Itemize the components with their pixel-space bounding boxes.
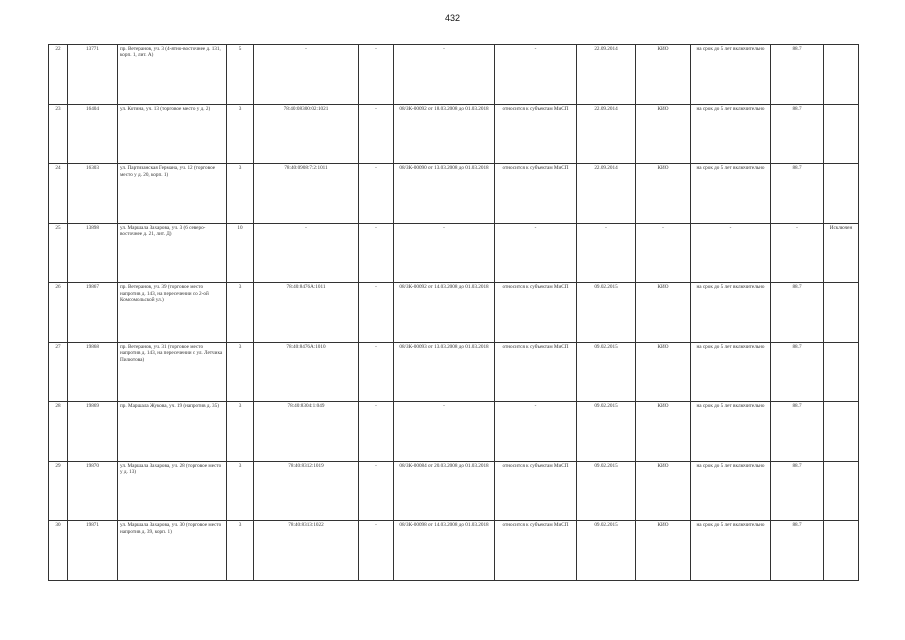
record-id-cell: 19868: [68, 342, 118, 402]
cadastral-number-cell: 78:40:8304:1:049: [254, 402, 359, 462]
cadastral-number-cell: 78:40:8312:1019: [254, 461, 359, 521]
permit-cell: 08/ЗК-00090 от 13.03.2008 до 01.03.2018: [394, 164, 495, 224]
record-id-cell: 13898: [68, 223, 118, 283]
subject-status-cell: относится к субъектам МиСП: [495, 104, 577, 164]
subject-status-cell: -: [495, 223, 577, 283]
permit-cell: -: [394, 223, 495, 283]
address-cell: ул. Партизанская Германа, уч. 12 (торговое место у д. 20, корп. 1): [118, 164, 227, 224]
address-cell: пр. Ветеранов, уч. 31 (торговое место напротив д. 143, на пересечении с ул. Летчика Пилютова): [118, 342, 227, 402]
number-value-cell: 88.7: [771, 521, 824, 581]
register-table: [48, 44, 859, 581]
table-row: [49, 283, 859, 343]
column-6-cell: -: [359, 342, 394, 402]
term-cell: -: [691, 223, 771, 283]
code-cell: -: [636, 223, 691, 283]
permit-cell: 08/ЗК-00098 от 14.03.2008 до 01.03.2018: [394, 521, 495, 581]
number-value-cell: 88.7: [771, 45, 824, 105]
permit-cell: 08/ЗК-00092 от 14.03.2008 до 01.03.2018: [394, 283, 495, 343]
note-cell: [824, 461, 859, 521]
table-row: [49, 45, 859, 105]
row-number-cell: 22: [49, 45, 68, 105]
address-cell: пр. Ветеранов, уч. 3 (4-ятно-восточнее д. 131, корп. 1, лит. А): [118, 45, 227, 105]
permit-cell: -: [394, 402, 495, 462]
subject-status-cell: относится к субъектам МиСП: [495, 164, 577, 224]
table-row: [49, 521, 859, 581]
cadastral-number-cell: 78:40:8476А:1011: [254, 283, 359, 343]
date-cell: 22.09.2014: [577, 104, 636, 164]
note-cell: [824, 45, 859, 105]
subject-status-cell: относится к субъектам МиСП: [495, 342, 577, 402]
permit-cell: 08/ЗК-00093 от 13.03.2008 до 01.03.2018: [394, 342, 495, 402]
count-cell: 3: [227, 342, 254, 402]
note-cell: [824, 521, 859, 581]
record-id-cell: 19871: [68, 521, 118, 581]
number-value-cell: 88.7: [771, 104, 824, 164]
subject-status-cell: относится к субъектам МиСП: [495, 283, 577, 343]
number-value-cell: 88.7: [771, 342, 824, 402]
column-6-cell: -: [359, 223, 394, 283]
column-6-cell: -: [359, 402, 394, 462]
date-cell: 09.02.2015: [577, 283, 636, 343]
note-cell: [824, 402, 859, 462]
column-6-cell: -: [359, 461, 394, 521]
term-cell: на срок до 5 лет включительно: [691, 402, 771, 462]
code-cell: КИО: [636, 164, 691, 224]
row-number-cell: 30: [49, 521, 68, 581]
note-cell: [824, 342, 859, 402]
count-cell: 3: [227, 402, 254, 462]
term-cell: на срок до 5 лет включительно: [691, 283, 771, 343]
code-cell: КИО: [636, 402, 691, 462]
table-row: [49, 164, 859, 224]
count-cell: 3: [227, 521, 254, 581]
page-number: 432: [444, 13, 461, 23]
code-cell: КИО: [636, 283, 691, 343]
count-cell: 10: [227, 223, 254, 283]
cadastral-number-cell: 78:40:08300:02:1021: [254, 104, 359, 164]
cadastral-number-cell: 78:40:0908:7:2:1011: [254, 164, 359, 224]
term-cell: на срок до 5 лет включительно: [691, 342, 771, 402]
row-number-cell: 25: [49, 223, 68, 283]
subject-status-cell: относится к субъектам МиСП: [495, 461, 577, 521]
cadastral-number-cell: 78:40:8313:1022: [254, 521, 359, 581]
number-value-cell: 88.7: [771, 164, 824, 224]
count-cell: 3: [227, 104, 254, 164]
row-number-cell: 29: [49, 461, 68, 521]
number-value-cell: 88.7: [771, 283, 824, 343]
date-cell: 22.09.2014: [577, 45, 636, 105]
note-cell: [824, 164, 859, 224]
subject-status-cell: относится к субъектам МиСП: [495, 521, 577, 581]
term-cell: на срок до 5 лет включительно: [691, 461, 771, 521]
table-row: [49, 342, 859, 402]
record-id-cell: 19870: [68, 461, 118, 521]
count-cell: 3: [227, 283, 254, 343]
column-6-cell: -: [359, 104, 394, 164]
row-number-cell: 24: [49, 164, 68, 224]
cadastral-number-cell: -: [254, 45, 359, 105]
table-row: [49, 461, 859, 521]
count-cell: 3: [227, 461, 254, 521]
address-cell: ул. Маршала Захарова, уч. 3 (6 северо-восточнее д. 21, лит. Д): [118, 223, 227, 283]
record-id-cell: 19867: [68, 283, 118, 343]
code-cell: КИО: [636, 461, 691, 521]
date-cell: 09.02.2015: [577, 402, 636, 462]
row-number-cell: 26: [49, 283, 68, 343]
date-cell: 22.09.2014: [577, 164, 636, 224]
code-cell: КИО: [636, 521, 691, 581]
column-6-cell: -: [359, 283, 394, 343]
subject-status-cell: -: [495, 402, 577, 462]
note-cell: Исключен: [824, 223, 859, 283]
code-cell: КИО: [636, 104, 691, 164]
subject-status-cell: -: [495, 45, 577, 105]
permit-cell: 08/ЗК-00084 от 20.03.2008 до 01.03.2018: [394, 461, 495, 521]
cadastral-number-cell: 78:40:8476А:1010: [254, 342, 359, 402]
record-id-cell: 16303: [68, 164, 118, 224]
address-cell: ул. Маршала Захарова, уч. 28 (торговое место у д. 13): [118, 461, 227, 521]
record-id-cell: 19869: [68, 402, 118, 462]
count-cell: 3: [227, 164, 254, 224]
number-value-cell: 88.7: [771, 402, 824, 462]
table-row: [49, 402, 859, 462]
row-number-cell: 27: [49, 342, 68, 402]
record-id-cell: 13771: [68, 45, 118, 105]
note-cell: [824, 104, 859, 164]
column-6-cell: -: [359, 164, 394, 224]
date-cell: 09.02.2015: [577, 521, 636, 581]
address-cell: ул. Котина, уч. 13 (торговое место у д. 2): [118, 104, 227, 164]
term-cell: на срок до 5 лет включительно: [691, 104, 771, 164]
date-cell: 09.02.2015: [577, 342, 636, 402]
cadastral-number-cell: -: [254, 223, 359, 283]
address-cell: пр. Маршала Жукова, уч. 19 (напротив д. 35): [118, 402, 227, 462]
record-id-cell: 16404: [68, 104, 118, 164]
row-number-cell: 23: [49, 104, 68, 164]
row-number-cell: 28: [49, 402, 68, 462]
table-row: [49, 104, 859, 164]
term-cell: на срок до 5 лет включительно: [691, 45, 771, 105]
number-value-cell: 88.7: [771, 461, 824, 521]
date-cell: -: [577, 223, 636, 283]
column-6-cell: -: [359, 45, 394, 105]
code-cell: КИО: [636, 45, 691, 105]
column-6-cell: -: [359, 521, 394, 581]
permit-cell: 08/ЗК-00092 от 18.03.2008 до 01.03.2018: [394, 104, 495, 164]
address-cell: пр. Ветеранов, уч. 39 (торговое место напротив д. 143, на пересечении со 2-ой Комсомольской ул.): [118, 283, 227, 343]
table-row: [49, 223, 859, 283]
term-cell: на срок до 5 лет включительно: [691, 164, 771, 224]
address-cell: ул. Маршала Захарова, уч. 30 (торговое место напротив д. 39, корп. 1): [118, 521, 227, 581]
count-cell: 5: [227, 45, 254, 105]
date-cell: 09.02.2015: [577, 461, 636, 521]
number-value-cell: -: [771, 223, 824, 283]
code-cell: КИО: [636, 342, 691, 402]
permit-cell: -: [394, 45, 495, 105]
note-cell: [824, 283, 859, 343]
term-cell: на срок до 5 лет включительно: [691, 521, 771, 581]
